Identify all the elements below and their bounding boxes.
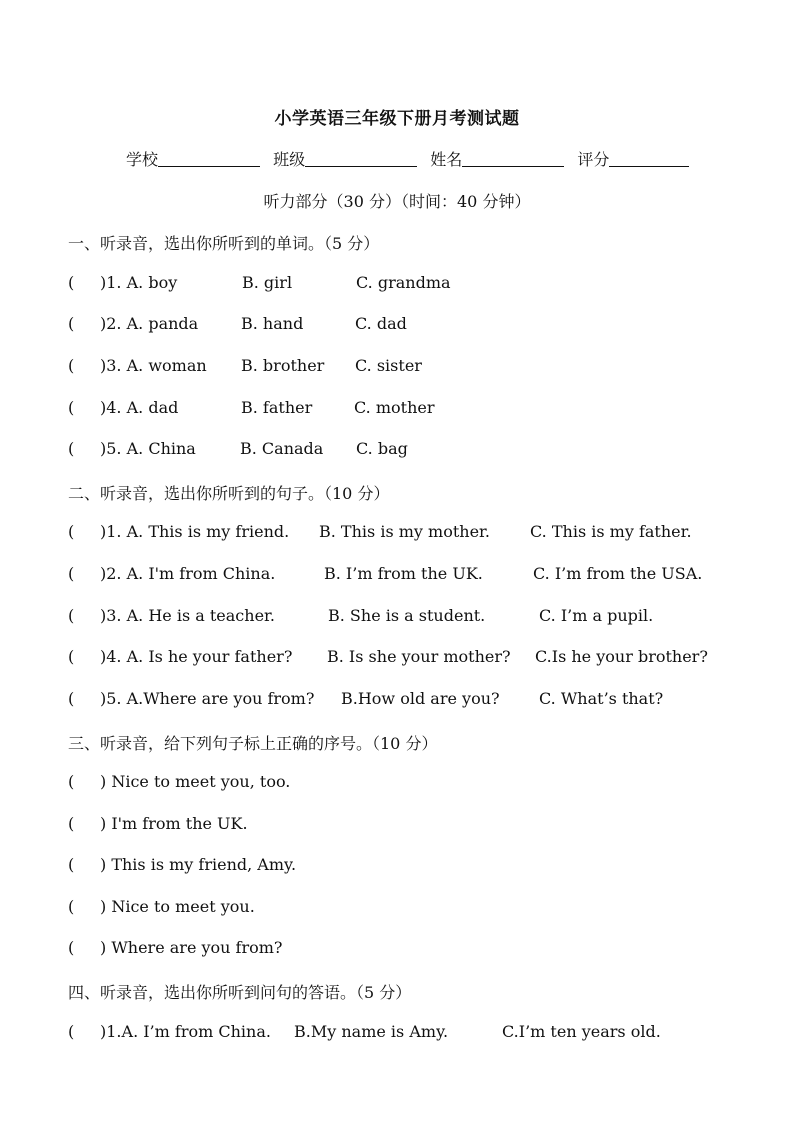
option-a: )4. A. Is he your father? <box>100 647 293 666</box>
option-b: B. She is a student. <box>328 606 486 625</box>
option-c: C.Is he your brother? <box>535 647 708 666</box>
name-label: 姓名 <box>430 150 463 169</box>
option-c: C. I’m from the USA. <box>533 564 703 583</box>
option-a: )3. A. woman <box>100 356 207 375</box>
student-info-row <box>126 147 689 170</box>
answer-paren[interactable]: ( <box>68 647 75 666</box>
answer-paren[interactable]: ( <box>68 606 75 625</box>
school-blank[interactable] <box>158 150 260 167</box>
answer-paren[interactable]: ( <box>68 564 75 583</box>
option-b: B. hand <box>241 314 304 333</box>
option-b: B. Canada <box>240 439 324 458</box>
school-label: 学校 <box>126 150 159 169</box>
option-a: )1.A. I’m from China. <box>100 1022 271 1041</box>
option-c: C.I’m ten years old. <box>502 1022 661 1041</box>
option-c: C. mother <box>354 398 435 417</box>
class-label: 班级 <box>273 150 306 169</box>
option-b: B.How old are you? <box>341 689 500 708</box>
option-c: C. sister <box>355 356 422 375</box>
sentence-text: ) Nice to meet you. <box>100 897 255 916</box>
option-b: B.My name is Amy. <box>294 1022 449 1041</box>
class-blank[interactable] <box>305 150 417 167</box>
name-blank[interactable] <box>462 150 564 167</box>
section-1-heading: 一、听录音，选出你所听到的单词。（5 分） <box>68 234 380 253</box>
answer-paren[interactable]: ( <box>68 772 75 791</box>
answer-paren[interactable]: ( <box>68 398 75 417</box>
option-b: B. girl <box>242 273 293 292</box>
sentence-text: ) Where are you from? <box>100 938 283 957</box>
answer-paren[interactable]: ( <box>68 1022 75 1041</box>
option-c: C. What’s that? <box>539 689 664 708</box>
option-c: C. This is my father. <box>530 522 692 541</box>
answer-paren[interactable]: ( <box>68 689 75 708</box>
answer-paren[interactable]: ( <box>68 314 75 333</box>
option-a: )1. A. This is my friend. <box>100 522 290 541</box>
sentence-text: ) Nice to meet you, too. <box>100 772 291 791</box>
section-4-heading: 四、听录音，选出你所听到问句的答语。（5 分） <box>68 983 412 1002</box>
answer-paren[interactable]: ( <box>68 897 75 916</box>
answer-paren[interactable]: ( <box>68 938 75 957</box>
option-c: C. I’m a pupil. <box>539 606 654 625</box>
option-a: )5. A.Where are you from? <box>100 689 315 708</box>
option-b: B. father <box>241 398 313 417</box>
option-c: C. grandma <box>356 273 451 292</box>
option-a: )3. A. He is a teacher. <box>100 606 276 625</box>
option-a: )2. A. I'm from China. <box>100 564 276 583</box>
section-3-heading: 三、听录音，给下列句子标上正确的序号。（10 分） <box>68 734 438 753</box>
option-b: B. I’m from the UK. <box>324 564 483 583</box>
page-title: 小学英语三年级下册月考测试题 <box>274 109 520 129</box>
score-label: 评分 <box>577 150 610 169</box>
option-a: )2. A. panda <box>100 314 199 333</box>
option-b: B. brother <box>241 356 325 375</box>
answer-paren[interactable]: ( <box>68 273 75 292</box>
option-b: B. Is she your mother? <box>327 647 511 666</box>
option-c: C. dad <box>355 314 407 333</box>
sentence-text: ) This is my friend, Amy. <box>100 855 297 874</box>
option-a: )1. A. boy <box>100 273 178 292</box>
option-a: )5. A. China <box>100 439 196 458</box>
answer-paren[interactable]: ( <box>68 439 75 458</box>
option-a: )4. A. dad <box>100 398 179 417</box>
option-c: C. bag <box>356 439 408 458</box>
answer-paren[interactable]: ( <box>68 855 75 874</box>
answer-paren[interactable]: ( <box>68 814 75 833</box>
option-b: B. This is my mother. <box>319 522 491 541</box>
score-blank[interactable] <box>609 150 689 167</box>
listening-subtitle: 听力部分（30 分）（时间：40 分钟） <box>263 192 531 211</box>
sentence-text: ) I'm from the UK. <box>100 814 248 833</box>
section-2-heading: 二、听录音，选出你所听到的句子。（10 分） <box>68 484 390 503</box>
answer-paren[interactable]: ( <box>68 356 75 375</box>
answer-paren[interactable]: ( <box>68 522 75 541</box>
